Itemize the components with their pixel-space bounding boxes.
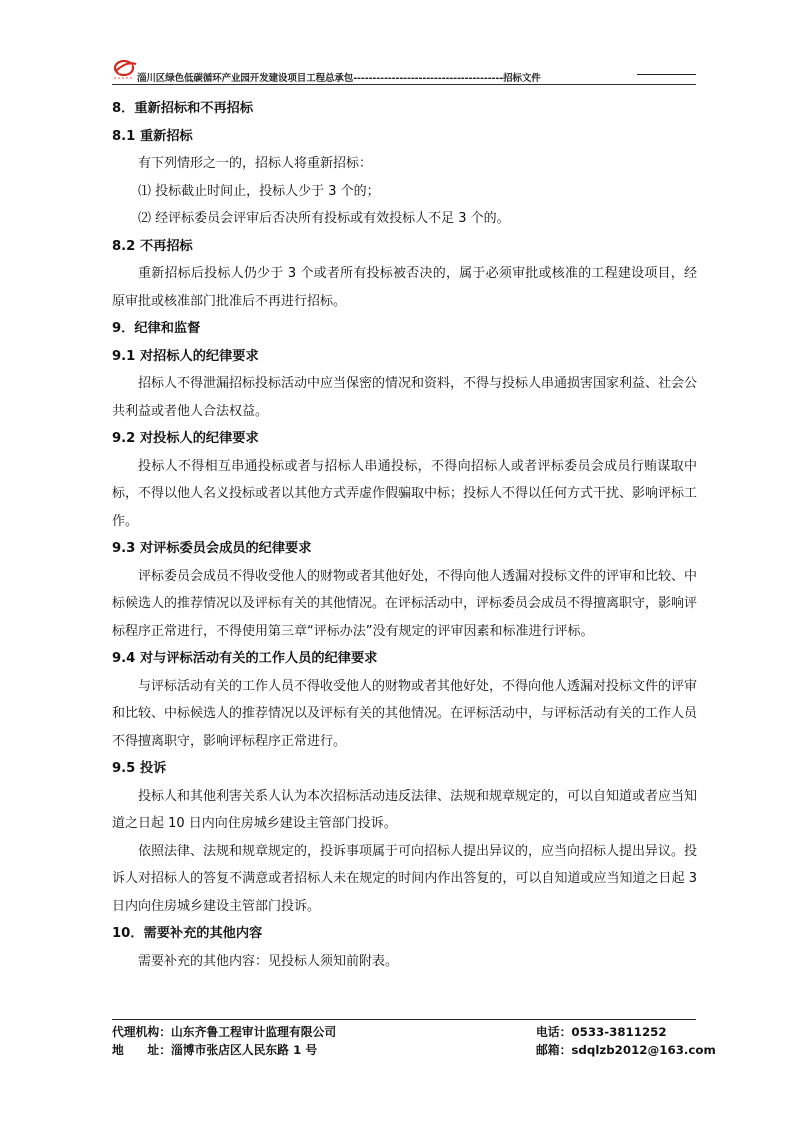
document-title: 淄川区绿色低碳循环产业园开发建设项目工程总承包---------------------------------------招标文件 <box>137 73 541 84</box>
body-paragraph: 投标人不得相互串通投标或者与招标人串通投标，不得向招标人或者评标委员会成员行贿谋取中标，不得以他人名义投标或者以其他方式弄虚作假骗取中标；投标人不得以任何方式干扰、影响评标工作。 <box>112 458 698 529</box>
company-logo-icon <box>112 58 140 84</box>
phone-label: 电话： <box>536 1025 572 1039</box>
page-header <box>112 58 696 88</box>
email-label: 邮箱： <box>536 1043 572 1057</box>
address-value: 淄博市张店区人民东路 1 号 <box>171 1043 318 1057</box>
address-label: 地 址： <box>112 1043 171 1057</box>
email-value: sdqlzb2012@163.com <box>571 1043 716 1057</box>
header-divider <box>112 84 696 85</box>
phone-line <box>536 1023 667 1040</box>
section-heading: 8.2 不再招标 <box>112 238 193 254</box>
body-paragraph: 重新招标后投标人仍少于 3 个或者所有投标被否决的，属于必须审批或核准的工程建设项目，经原审批或核准部门批准后不再进行招标。 <box>112 266 697 309</box>
footer-divider <box>112 1019 696 1020</box>
phone-number: 0533-3811252 <box>571 1025 667 1039</box>
email-line <box>536 1041 716 1058</box>
section-heading: 9.1 对招标人的纪律要求 <box>112 348 259 364</box>
agency-name: 山东齐鲁工程审计监理有限公司 <box>171 1025 337 1039</box>
header-rule-right <box>637 74 696 75</box>
section-heading: 9.3 对评标委员会成员的纪律要求 <box>112 541 312 556</box>
body-paragraph: 投标人和其他利害关系人认为本次招标活动违反法律、法规和规章规定的，可以自知道或者应当知道之日起 10 日内向住房城乡建设主管部门投诉。 <box>112 788 698 831</box>
section-heading: 8.1 重新招标 <box>112 128 193 144</box>
body-paragraph: 与评标活动有关的工作人员不得收受他人的财物或者其他好处，不得向他人透漏对投标文件的评审和比较、中标候选人的推荐情况以及评标有关的其他情况。在评标活动中，与评标活动有关的工作人员不得擅离职守，影响评标程序正常进行。 <box>112 678 698 749</box>
body-paragraph: ⑴ 投标截止时间止，投标人少于 3 个的； <box>138 183 380 199</box>
document-body <box>112 95 697 975</box>
section-heading: 8．重新招标和不再招标 <box>112 101 254 116</box>
body-paragraph: 有下列情形之一的，招标人将重新招标： <box>138 156 373 171</box>
section-heading: 9.4 对与评标活动有关的工作人员的纪律要求 <box>112 651 378 666</box>
body-paragraph: 依照法律、法规和规章规定的，投诉事项属于可向招标人提出异议的，应当向招标人提出异议。投诉人对招标人的答复不满意或者招标人未在规定的时间内作出答复的，可以自知道或应当知道之日起 3 日内向住房城乡建设主管部门投诉。 <box>112 843 698 914</box>
section-heading: 9．纪律和监督 <box>112 321 201 336</box>
address-line <box>112 1041 317 1058</box>
body-paragraph: 评标委员会成员不得收受他人的财物或者其他好处，不得向他人透漏对投标文件的评审和比较、中标候选人的推荐情况以及评标有关的其他情况。在评标活动中，评标委员会成员不得擅离职守，影响评标程序正常进行，不得使用第三章“评标办法”没有规定的评审因素和标准进行评标。 <box>112 568 698 639</box>
agency-label: 代理机构： <box>112 1025 171 1039</box>
section-heading: 9.5 投诉 <box>112 761 167 776</box>
agency-line <box>112 1023 336 1040</box>
body-paragraph: 招标人不得泄漏招标投标活动中应当保密的情况和资料，不得与投标人串通损害国家利益、社会公共利益或者他人合法权益。 <box>112 376 698 419</box>
body-paragraph: 需要补充的其他内容：见投标人须知前附表。 <box>138 953 399 969</box>
page-footer <box>112 1019 716 1059</box>
body-paragraph: ⑵ 经评标委员会评审后否决所有投标或有效投标人不足 3 个的。 <box>138 211 510 226</box>
section-heading: 10．需要补充的其他内容 <box>112 926 263 941</box>
section-heading: 9.2 对投标人的纪律要求 <box>112 431 259 446</box>
